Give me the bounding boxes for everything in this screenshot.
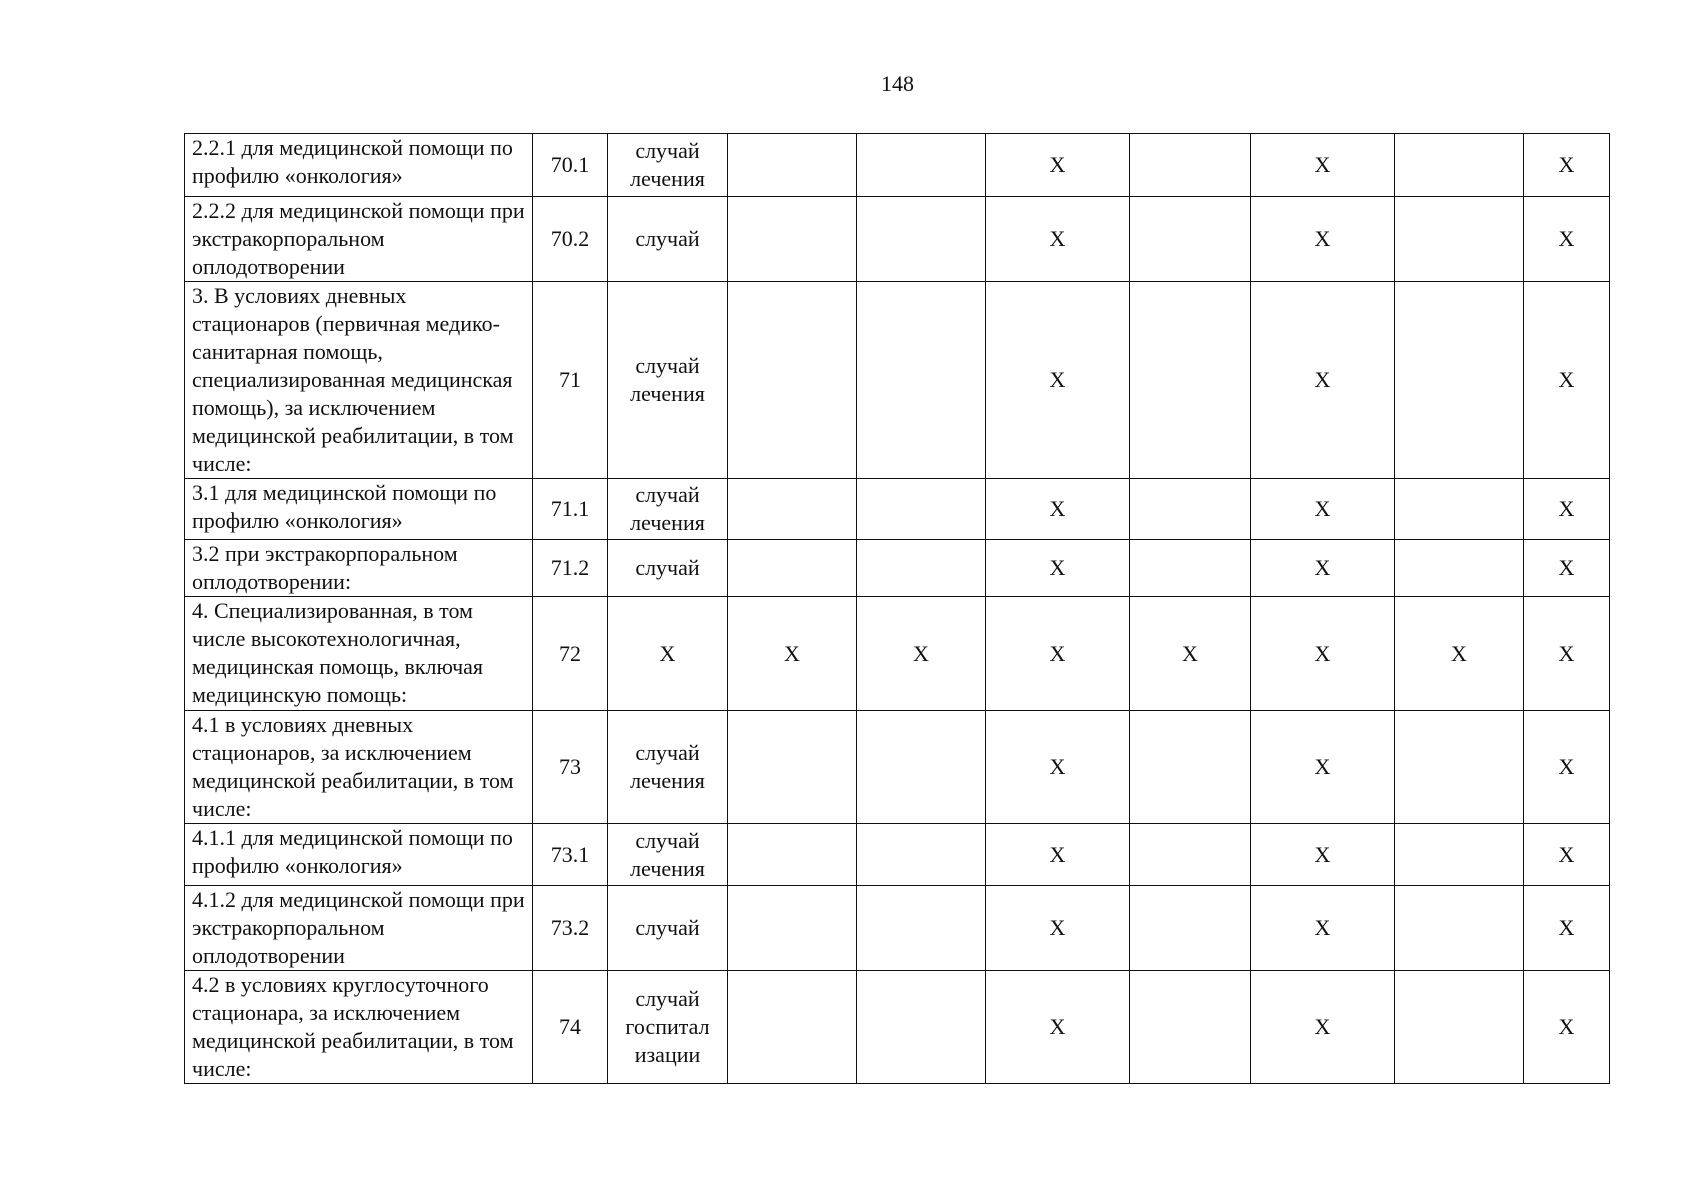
cell-col-5 xyxy=(857,540,986,597)
cell-col-5 xyxy=(857,711,986,824)
row-code: 73.1 xyxy=(533,824,608,886)
row-unit: случай xyxy=(608,540,728,597)
cell-col-7 xyxy=(1130,282,1251,479)
cell-col-9 xyxy=(1395,886,1524,971)
cell-col-4 xyxy=(728,824,857,886)
row-name: 4.1.2 для медицинской помощи при экстракорпоральном оплодотворении xyxy=(185,886,533,971)
cell-col-8: X xyxy=(1251,824,1395,886)
table-row xyxy=(185,134,1610,197)
cell-col-4 xyxy=(728,886,857,971)
row-name: 3.1 для медицинской помощи по профилю «онкология» xyxy=(185,479,533,540)
cell-col-7 xyxy=(1130,711,1251,824)
cell-col-8: X xyxy=(1251,282,1395,479)
table-row xyxy=(185,197,1610,282)
row-code: 74 xyxy=(533,971,608,1084)
cell-col-10: X xyxy=(1524,282,1610,479)
cell-col-6: X xyxy=(986,479,1130,540)
row-code: 71.2 xyxy=(533,540,608,597)
cell-col-7 xyxy=(1130,824,1251,886)
row-code: 72 xyxy=(533,597,608,711)
cell-col-5 xyxy=(857,282,986,479)
cell-col-6: X xyxy=(986,971,1130,1084)
cell-col-6: X xyxy=(986,711,1130,824)
row-name: 3. В условиях дневных стационаров (первичная медико-санитарная помощь, специализированная медицинская помощь), за исключением медицинской реабилитации, в том числе: xyxy=(185,282,533,479)
cell-col-5 xyxy=(857,824,986,886)
cell-col-5 xyxy=(857,197,986,282)
cell-col-10: X xyxy=(1524,597,1610,711)
cell-col-8: X xyxy=(1251,971,1395,1084)
cell-col-5 xyxy=(857,479,986,540)
cell-col-10: X xyxy=(1524,711,1610,824)
table-row xyxy=(185,540,1610,597)
cell-col-9 xyxy=(1395,824,1524,886)
cell-col-8: X xyxy=(1251,479,1395,540)
table-row xyxy=(185,971,1610,1084)
row-code: 70.1 xyxy=(533,134,608,197)
cell-col-9 xyxy=(1395,282,1524,479)
cell-col-9 xyxy=(1395,479,1524,540)
row-unit: случай xyxy=(608,886,728,971)
cell-col-10: X xyxy=(1524,197,1610,282)
cell-col-9 xyxy=(1395,971,1524,1084)
row-code: 70.2 xyxy=(533,197,608,282)
cell-col-4 xyxy=(728,479,857,540)
table-row xyxy=(185,711,1610,824)
row-code: 71.1 xyxy=(533,479,608,540)
cell-col-7 xyxy=(1130,886,1251,971)
cell-col-7 xyxy=(1130,540,1251,597)
page-number: 148 xyxy=(881,71,914,96)
cell-col-8: X xyxy=(1251,134,1395,197)
cell-col-8: X xyxy=(1251,886,1395,971)
cell-col-10: X xyxy=(1524,540,1610,597)
cell-col-4 xyxy=(728,282,857,479)
row-unit: случай лечения xyxy=(608,711,728,824)
row-unit: случай лечения xyxy=(608,824,728,886)
cell-col-4: X xyxy=(728,597,857,711)
cell-col-10: X xyxy=(1524,479,1610,540)
data-table xyxy=(184,133,1610,1084)
cell-col-6: X xyxy=(986,282,1130,479)
cell-col-6: X xyxy=(986,197,1130,282)
cell-col-8: X xyxy=(1251,597,1395,711)
cell-col-4 xyxy=(728,711,857,824)
row-name: 3.2 при экстракорпоральном оплодотворении: xyxy=(185,540,533,597)
cell-col-6: X xyxy=(986,597,1130,711)
cell-col-5 xyxy=(857,134,986,197)
cell-col-9 xyxy=(1395,197,1524,282)
cell-col-9 xyxy=(1395,711,1524,824)
cell-col-9 xyxy=(1395,540,1524,597)
row-unit: X xyxy=(608,597,728,711)
cell-col-7: X xyxy=(1130,597,1251,711)
row-unit: случай госпитал изации xyxy=(608,971,728,1084)
cell-col-10: X xyxy=(1524,886,1610,971)
row-unit: случай xyxy=(608,197,728,282)
cell-col-5 xyxy=(857,886,986,971)
row-code: 73 xyxy=(533,711,608,824)
cell-col-8: X xyxy=(1251,540,1395,597)
cell-col-4 xyxy=(728,971,857,1084)
cell-col-9: X xyxy=(1395,597,1524,711)
row-name: 2.2.2 для медицинской помощи при экстракорпоральном оплодотворении xyxy=(185,197,533,282)
cell-col-5: X xyxy=(857,597,986,711)
row-code: 73.2 xyxy=(533,886,608,971)
row-code: 71 xyxy=(533,282,608,479)
table-row xyxy=(185,479,1610,540)
cell-col-8: X xyxy=(1251,197,1395,282)
cell-col-9 xyxy=(1395,134,1524,197)
table-row xyxy=(185,597,1610,711)
cell-col-7 xyxy=(1130,479,1251,540)
cell-col-4 xyxy=(728,197,857,282)
cell-col-7 xyxy=(1130,197,1251,282)
row-unit: случай лечения xyxy=(608,479,728,540)
cell-col-6: X xyxy=(986,540,1130,597)
cell-col-6: X xyxy=(986,824,1130,886)
cell-col-10: X xyxy=(1524,971,1610,1084)
cell-col-6: X xyxy=(986,134,1130,197)
row-name: 2.2.1 для медицинской помощи по профилю «онкология» xyxy=(185,134,533,197)
row-name: 4.2 в условиях круглосуточного стационара, за исключением медицинской реабилитации, в том числе: xyxy=(185,971,533,1084)
cell-col-7 xyxy=(1130,971,1251,1084)
row-name: 4.1 в условиях дневных стационаров, за исключением медицинской реабилитации, в том числе: xyxy=(185,711,533,824)
cell-col-10: X xyxy=(1524,134,1610,197)
table-row xyxy=(185,282,1610,479)
cell-col-4 xyxy=(728,134,857,197)
table-row xyxy=(185,824,1610,886)
cell-col-10: X xyxy=(1524,824,1610,886)
row-unit: случай лечения xyxy=(608,134,728,197)
cell-col-8: X xyxy=(1251,711,1395,824)
row-unit: случай лечения xyxy=(608,282,728,479)
cell-col-7 xyxy=(1130,134,1251,197)
table-row xyxy=(185,886,1610,971)
row-name: 4. Специализированная, в том числе высокотехнологичная, медицинская помощь, включая медицинскую помощь: xyxy=(185,597,533,711)
row-name: 4.1.1 для медицинской помощи по профилю «онкология» xyxy=(185,824,533,886)
cell-col-5 xyxy=(857,971,986,1084)
cell-col-4 xyxy=(728,540,857,597)
cell-col-6: X xyxy=(986,886,1130,971)
